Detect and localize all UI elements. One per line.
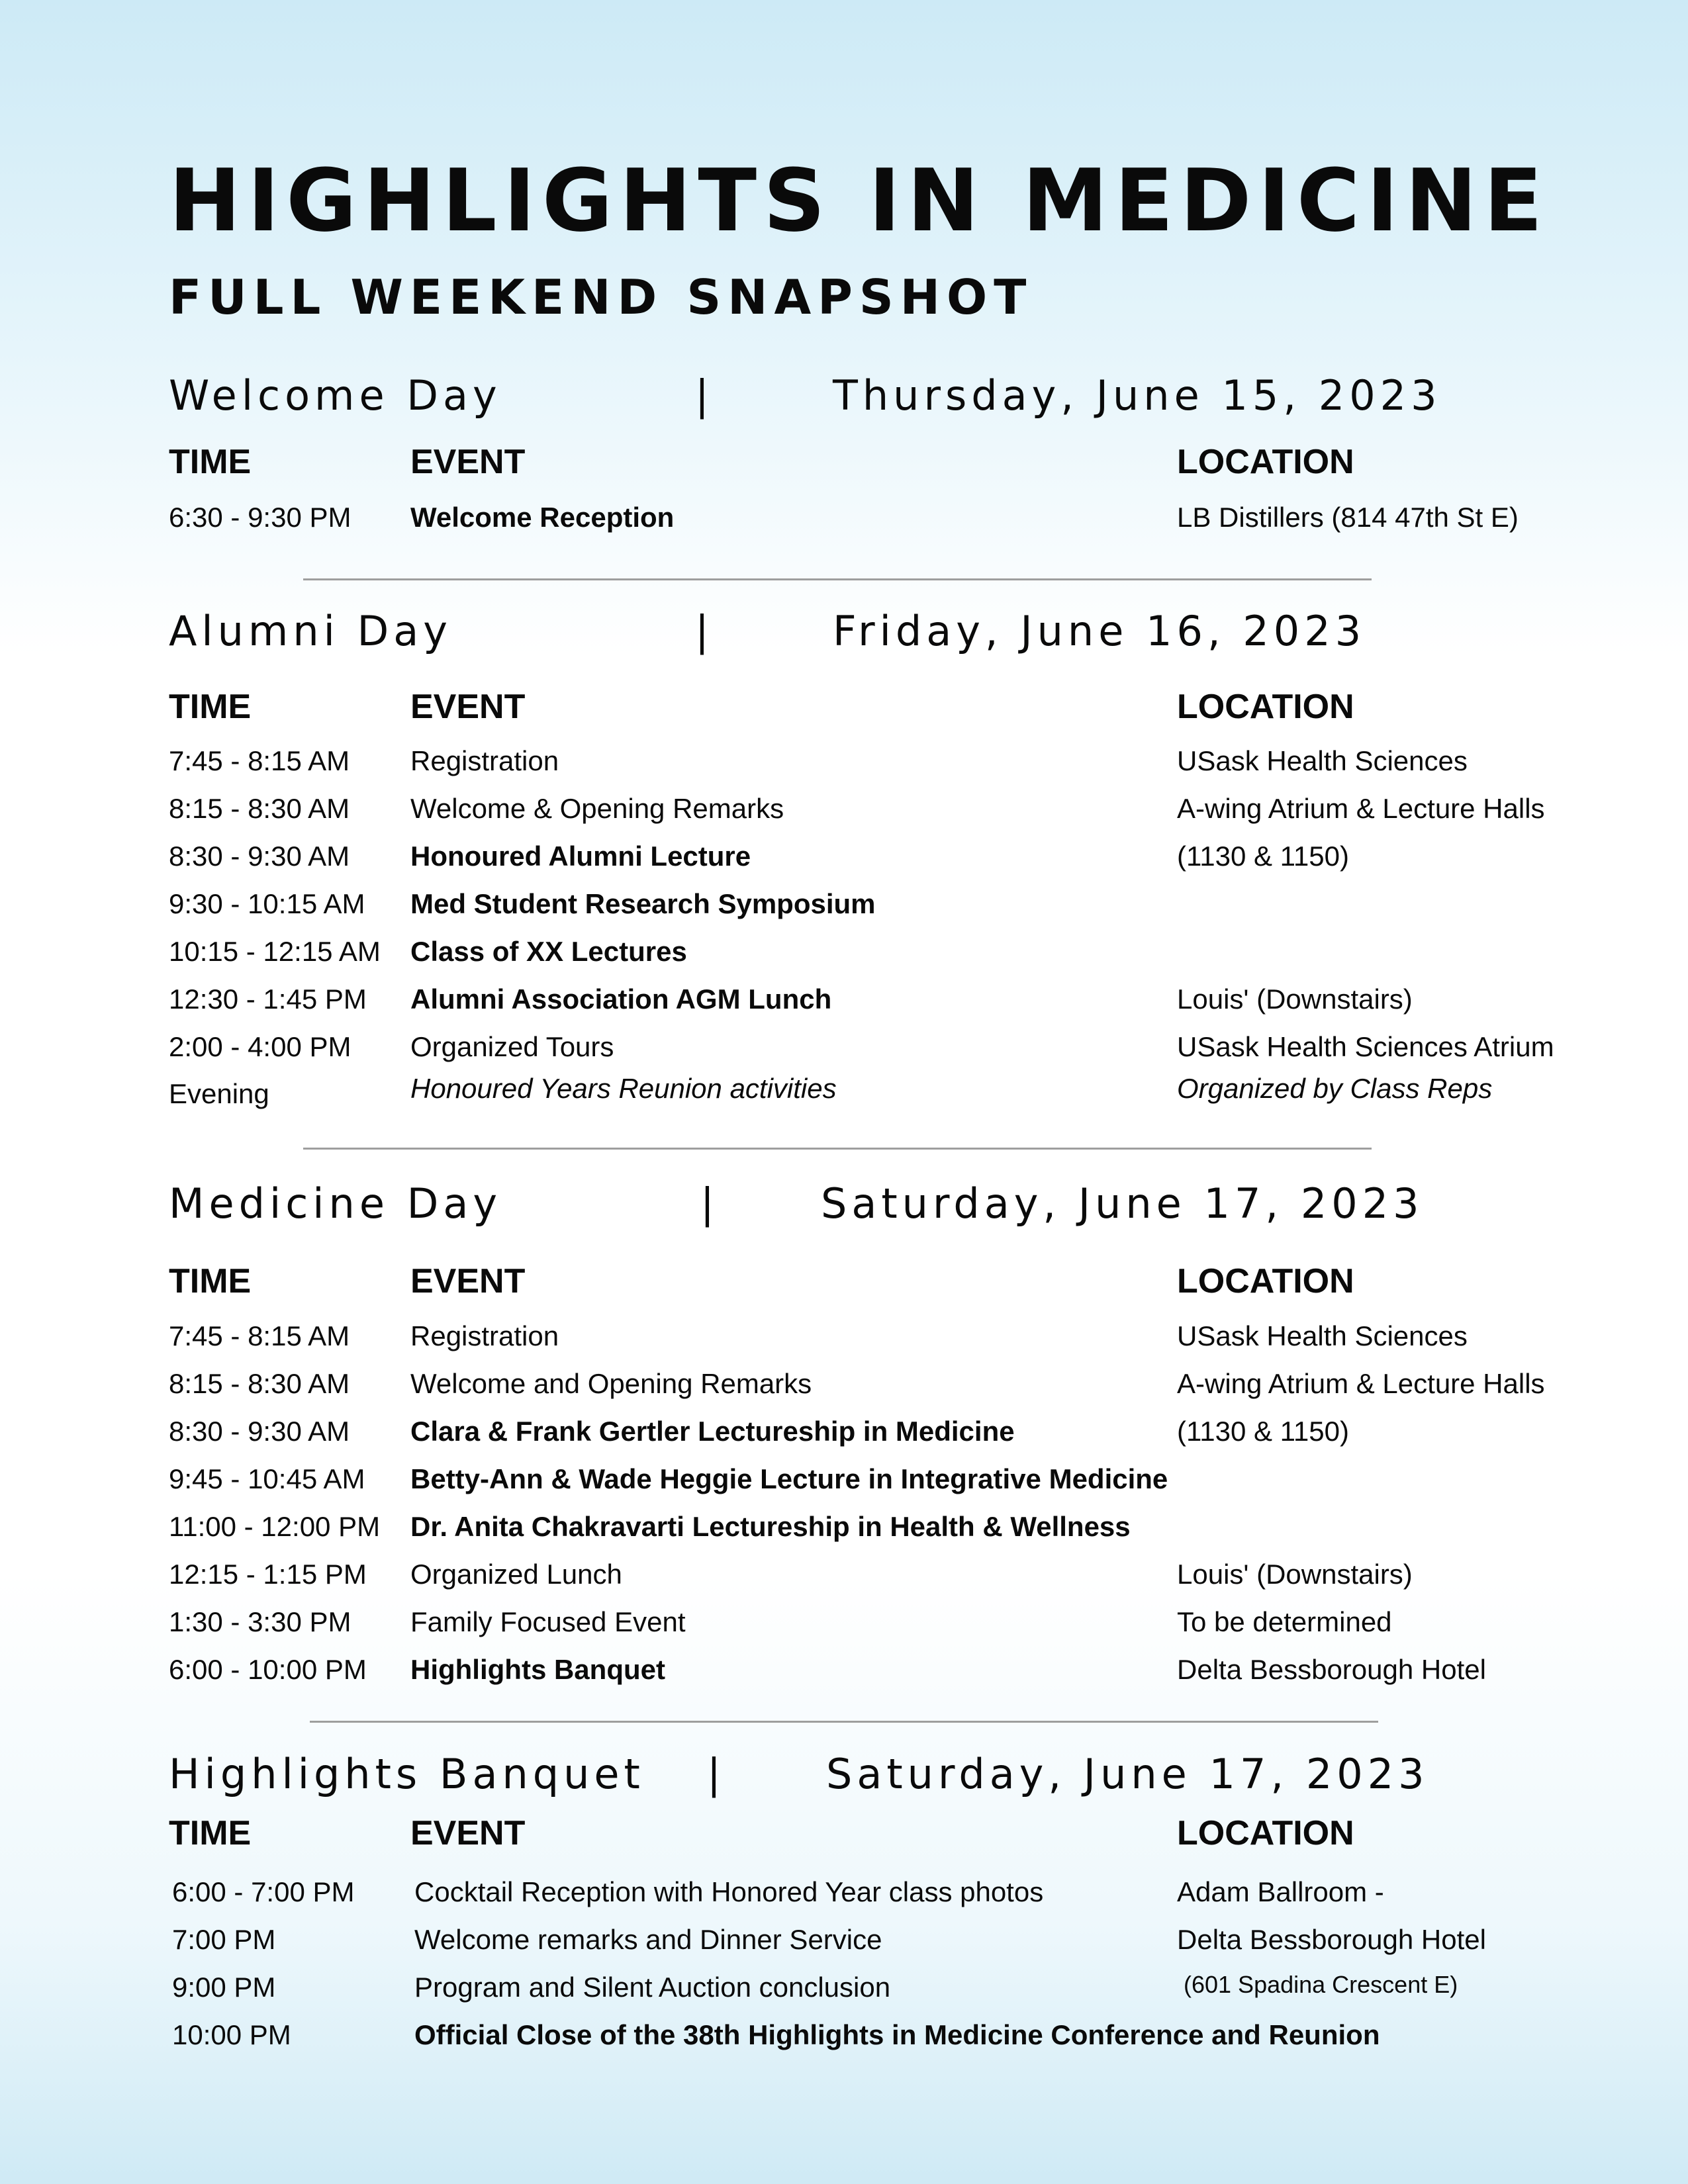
row-event: Honoured Alumni Lecture [410, 841, 751, 872]
row-location: USask Health Sciences [1177, 1320, 1468, 1351]
row-event: Welcome & Opening Remarks [410, 793, 784, 824]
row-location: Louis' (Downstairs) [1177, 983, 1413, 1015]
row-location: (1130 & 1150) [1177, 841, 1349, 872]
row-event: Dr. Anita Chakravarti Lectureship in Health & Wellness [410, 1511, 1131, 1542]
day-date: Saturday, June 17, 2023 [821, 1179, 1424, 1228]
row-time: 8:15 - 8:30 AM [169, 793, 350, 824]
row-event: Alumni Association AGM Lunch [410, 983, 832, 1015]
heading-separator: | [700, 1179, 719, 1228]
day-name: Alumni Day [169, 607, 452, 655]
section-divider [303, 578, 1372, 580]
row-time: 8:15 - 8:30 AM [169, 1368, 350, 1399]
column-header-event: EVENT [410, 1814, 526, 1852]
row-event: Clara & Frank Gertler Lectureship in Medicine [410, 1416, 1015, 1447]
row-location: USask Health Sciences [1177, 745, 1468, 776]
alumni-day-heading [169, 602, 1559, 661]
row-time: 6:30 - 9:30 PM [169, 502, 352, 533]
row-location: (1130 & 1150) [1177, 1416, 1349, 1447]
row-location: LB Distillers (814 47th St E) [1177, 502, 1519, 533]
row-event: Welcome Reception [410, 502, 675, 533]
column-header-location: LOCATION [1177, 1814, 1354, 1852]
row-time: 6:00 - 7:00 PM [172, 1876, 355, 1907]
row-event: Honoured Years Reunion activities [410, 1073, 837, 1104]
page-title: HIGHLIGHTS IN MEDICINE [169, 150, 1550, 251]
banquet-heading [169, 1745, 1559, 1804]
page-subtitle: FULL WEEKEND SNAPSHOT [169, 269, 1033, 325]
medicine-day-heading [169, 1174, 1559, 1234]
row-location: A-wing Atrium & Lecture Halls [1177, 1368, 1545, 1399]
row-time: 2:00 - 4:00 PM [169, 1031, 352, 1062]
row-time: 9:30 - 10:15 AM [169, 888, 365, 919]
row-event: Class of XX Lectures [410, 936, 687, 967]
row-location: A-wing Atrium & Lecture Halls [1177, 793, 1545, 824]
column-header-time: TIME [169, 688, 252, 726]
column-header-time: TIME [169, 443, 252, 481]
row-time: 1:30 - 3:30 PM [169, 1606, 352, 1637]
row-location: (601 Spadina Crescent E) [1184, 1971, 1458, 1998]
row-location: Organized by Class Reps [1177, 1073, 1493, 1104]
row-location: Delta Bessborough Hotel [1177, 1654, 1486, 1685]
column-header-time: TIME [169, 1814, 252, 1852]
day-name: Highlights Banquet [169, 1750, 645, 1798]
row-event: Program and Silent Auction conclusion [414, 1972, 891, 2003]
row-time: 7:00 PM [172, 1924, 276, 1955]
row-event: Welcome and Opening Remarks [410, 1368, 812, 1399]
section-divider [303, 1148, 1372, 1150]
section-divider [310, 1721, 1378, 1723]
row-event: Family Focused Event [410, 1606, 686, 1637]
row-time: 7:45 - 8:15 AM [169, 745, 350, 776]
column-header-time: TIME [169, 1262, 252, 1300]
column-header-location: LOCATION [1177, 1262, 1354, 1300]
row-event: Med Student Research Symposium [410, 888, 876, 919]
day-date: Thursday, June 15, 2023 [833, 371, 1442, 420]
welcome-day-heading [169, 366, 1559, 426]
row-location: Adam Ballroom - [1177, 1876, 1384, 1907]
day-name: Welcome Day [169, 371, 502, 420]
column-header-location: LOCATION [1177, 688, 1354, 726]
row-time: 6:00 - 10:00 PM [169, 1654, 367, 1685]
row-time: 10:15 - 12:15 AM [169, 936, 381, 967]
column-header-event: EVENT [410, 443, 526, 481]
row-time: Evening [169, 1078, 269, 1109]
column-header-event: EVENT [410, 1262, 526, 1300]
day-date: Saturday, June 17, 2023 [826, 1750, 1429, 1798]
row-event: Cocktail Reception with Honored Year class photos [414, 1876, 1044, 1907]
heading-separator: | [695, 371, 714, 420]
row-time: 10:00 PM [172, 2019, 291, 2050]
row-location: Delta Bessborough Hotel [1177, 1924, 1486, 1955]
row-location: Louis' (Downstairs) [1177, 1559, 1413, 1590]
row-time: 12:30 - 1:45 PM [169, 983, 367, 1015]
row-event: Highlights Banquet [410, 1654, 665, 1685]
column-header-location: LOCATION [1177, 443, 1354, 481]
row-event: Welcome remarks and Dinner Service [414, 1924, 882, 1955]
row-location: USask Health Sciences Atrium [1177, 1031, 1554, 1062]
row-event: Betty-Ann & Wade Heggie Lecture in Integrative Medicine [410, 1463, 1168, 1494]
row-time: 8:30 - 9:30 AM [169, 1416, 350, 1447]
row-event: Organized Lunch [410, 1559, 622, 1590]
heading-separator: | [695, 607, 714, 655]
row-time: 12:15 - 1:15 PM [169, 1559, 367, 1590]
row-event: Official Close of the 38th Highlights in Medicine Conference and Reunion [414, 2019, 1380, 2050]
heading-separator: | [707, 1750, 726, 1798]
row-location: To be determined [1177, 1606, 1392, 1637]
column-header-event: EVENT [410, 688, 526, 726]
row-time: 8:30 - 9:30 AM [169, 841, 350, 872]
row-time: 9:00 PM [172, 1972, 276, 2003]
row-event: Registration [410, 745, 559, 776]
row-event: Organized Tours [410, 1031, 614, 1062]
day-name: Medicine Day [169, 1179, 502, 1228]
row-time: 9:45 - 10:45 AM [169, 1463, 365, 1494]
day-date: Friday, June 16, 2023 [833, 607, 1366, 655]
row-time: 7:45 - 8:15 AM [169, 1320, 350, 1351]
row-event: Registration [410, 1320, 559, 1351]
row-time: 11:00 - 12:00 PM [169, 1511, 381, 1542]
